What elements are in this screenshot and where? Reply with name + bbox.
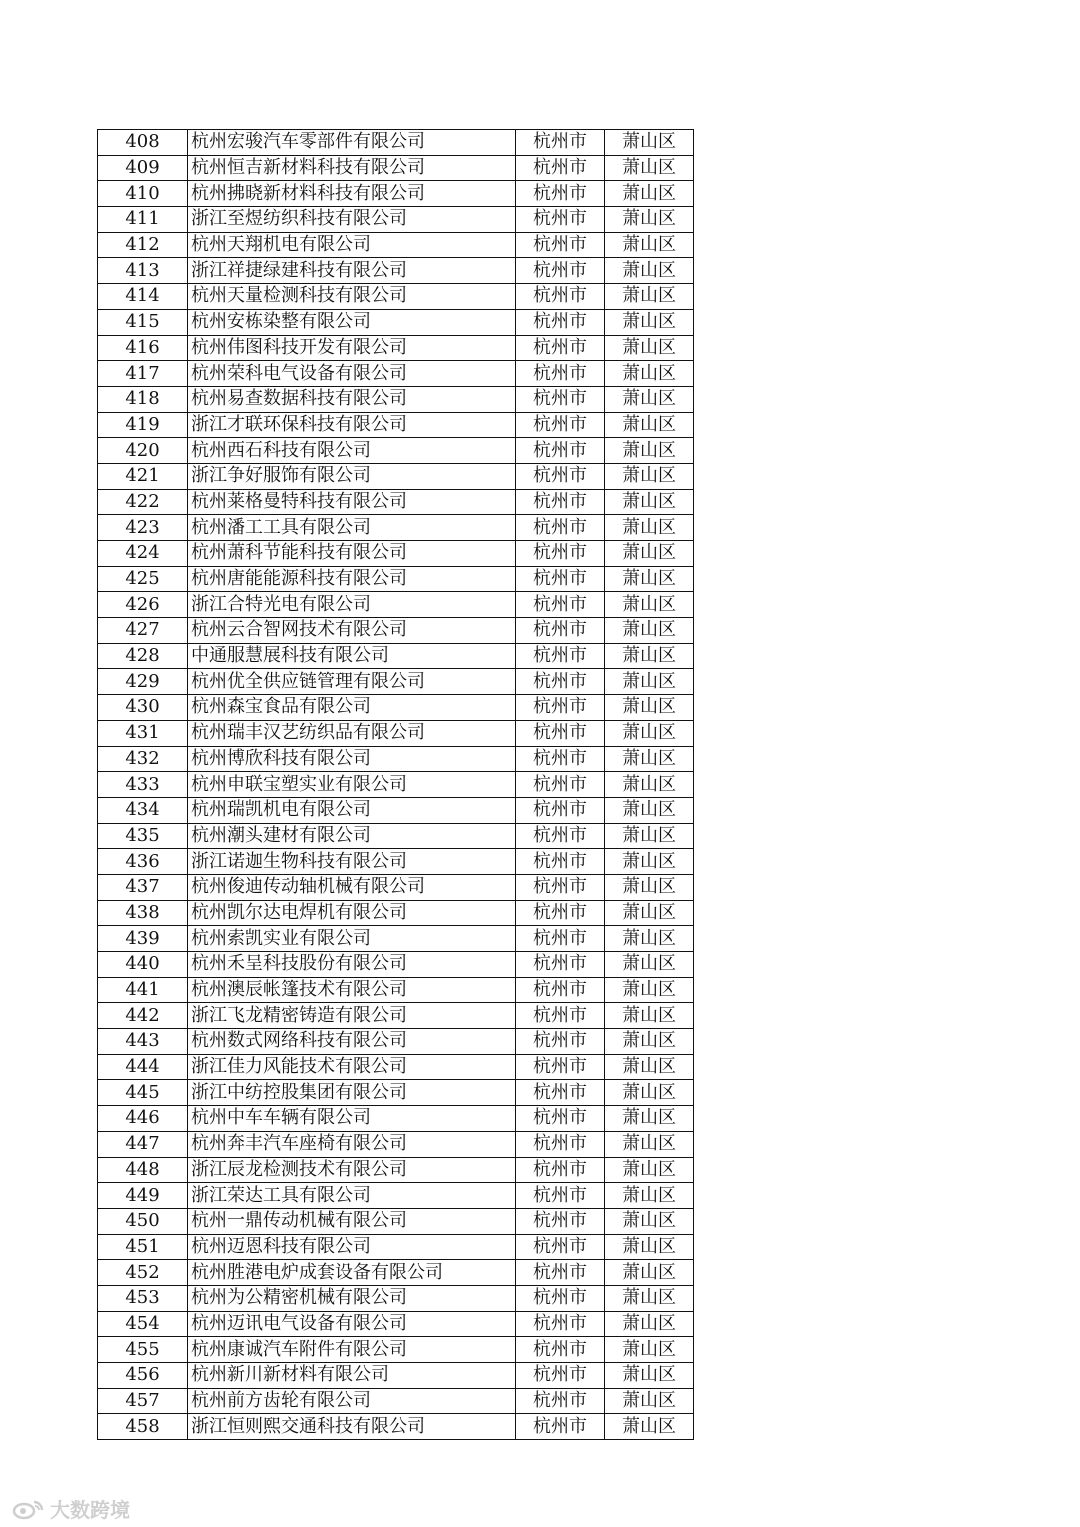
district-cell: 萧山区 — [605, 823, 694, 849]
table-row — [98, 566, 694, 592]
company-name-cell: 浙江至煜纺织科技有限公司 — [188, 207, 516, 233]
company-name-cell: 浙江佳力风能技术有限公司 — [188, 1054, 516, 1080]
district-cell: 萧山区 — [605, 618, 694, 644]
company-name-cell: 杭州迈恩科技有限公司 — [188, 1234, 516, 1260]
district-cell: 萧山区 — [605, 1363, 694, 1389]
row-number-cell: 415 — [98, 309, 188, 335]
company-name-cell: 杭州博欣科技有限公司 — [188, 746, 516, 772]
table-row — [98, 1363, 694, 1389]
district-cell: 萧山区 — [605, 335, 694, 361]
district-cell: 萧山区 — [605, 1131, 694, 1157]
table-row — [98, 1080, 694, 1106]
row-number-cell: 422 — [98, 489, 188, 515]
row-number-cell: 425 — [98, 566, 188, 592]
company-name-cell: 杭州唐能能源科技有限公司 — [188, 566, 516, 592]
row-number-cell: 416 — [98, 335, 188, 361]
company-name-cell: 杭州数式网络科技有限公司 — [188, 1029, 516, 1055]
city-cell: 杭州市 — [516, 1414, 605, 1440]
district-cell: 萧山区 — [605, 1080, 694, 1106]
table-row — [98, 463, 694, 489]
company-name-cell: 杭州前方齿轮有限公司 — [188, 1388, 516, 1414]
company-name-cell: 杭州云合智网技术有限公司 — [188, 618, 516, 644]
city-cell: 杭州市 — [516, 746, 605, 772]
city-cell: 杭州市 — [516, 1337, 605, 1363]
city-cell: 杭州市 — [516, 335, 605, 361]
district-cell: 萧山区 — [605, 438, 694, 464]
row-number-cell: 417 — [98, 361, 188, 387]
city-cell: 杭州市 — [516, 926, 605, 952]
district-cell: 萧山区 — [605, 386, 694, 412]
district-cell: 萧山区 — [605, 1029, 694, 1055]
watermark-text: 大数跨境 — [50, 1498, 130, 1522]
city-cell: 杭州市 — [516, 592, 605, 618]
city-cell: 杭州市 — [516, 1260, 605, 1286]
city-cell: 杭州市 — [516, 541, 605, 567]
company-name-cell: 杭州伟图科技开发有限公司 — [188, 335, 516, 361]
company-name-cell: 杭州中车车辆有限公司 — [188, 1106, 516, 1132]
company-name-cell: 杭州潮头建材有限公司 — [188, 823, 516, 849]
row-number-cell: 456 — [98, 1363, 188, 1389]
row-number-cell: 420 — [98, 438, 188, 464]
district-cell: 萧山区 — [605, 463, 694, 489]
company-name-cell: 杭州瑞凯机电有限公司 — [188, 797, 516, 823]
company-name-cell: 杭州迈讯电气设备有限公司 — [188, 1311, 516, 1337]
district-cell: 萧山区 — [605, 695, 694, 721]
district-cell: 萧山区 — [605, 541, 694, 567]
table-row — [98, 1285, 694, 1311]
company-name-cell: 杭州俊迪传动轴机械有限公司 — [188, 874, 516, 900]
district-cell: 萧山区 — [605, 566, 694, 592]
district-cell: 萧山区 — [605, 977, 694, 1003]
row-number-cell: 447 — [98, 1131, 188, 1157]
district-cell: 萧山区 — [605, 412, 694, 438]
table-row — [98, 1388, 694, 1414]
city-cell: 杭州市 — [516, 1029, 605, 1055]
row-number-cell: 431 — [98, 720, 188, 746]
district-cell: 萧山区 — [605, 746, 694, 772]
row-number-cell: 419 — [98, 412, 188, 438]
city-cell: 杭州市 — [516, 412, 605, 438]
table-row — [98, 1003, 694, 1029]
district-cell: 萧山区 — [605, 1106, 694, 1132]
table-row — [98, 977, 694, 1003]
company-name-cell: 杭州莱格曼特科技有限公司 — [188, 489, 516, 515]
row-number-cell: 439 — [98, 926, 188, 952]
table-row — [98, 926, 694, 952]
table-row — [98, 309, 694, 335]
table-row — [98, 952, 694, 978]
row-number-cell: 443 — [98, 1029, 188, 1055]
table-row — [98, 592, 694, 618]
row-number-cell: 453 — [98, 1285, 188, 1311]
city-cell: 杭州市 — [516, 952, 605, 978]
row-number-cell: 451 — [98, 1234, 188, 1260]
row-number-cell: 413 — [98, 258, 188, 284]
table-row — [98, 1029, 694, 1055]
district-cell: 萧山区 — [605, 1183, 694, 1209]
district-cell: 萧山区 — [605, 1388, 694, 1414]
city-cell: 杭州市 — [516, 1003, 605, 1029]
company-table — [97, 129, 694, 1440]
table-row — [98, 1234, 694, 1260]
row-number-cell: 457 — [98, 1388, 188, 1414]
city-cell: 杭州市 — [516, 772, 605, 798]
table-row — [98, 720, 694, 746]
company-name-cell: 浙江飞龙精密铸造有限公司 — [188, 1003, 516, 1029]
company-name-cell: 浙江祥捷绿建科技有限公司 — [188, 258, 516, 284]
district-cell: 萧山区 — [605, 1157, 694, 1183]
city-cell: 杭州市 — [516, 1080, 605, 1106]
table-row — [98, 746, 694, 772]
company-name-cell: 杭州凯尔达电焊机有限公司 — [188, 900, 516, 926]
company-name-cell: 杭州澳辰帐篷技术有限公司 — [188, 977, 516, 1003]
district-cell: 萧山区 — [605, 669, 694, 695]
company-name-cell: 杭州奔丰汽车座椅有限公司 — [188, 1131, 516, 1157]
company-name-cell: 浙江诺迦生物科技有限公司 — [188, 849, 516, 875]
table-row — [98, 618, 694, 644]
company-name-cell: 杭州荣科电气设备有限公司 — [188, 361, 516, 387]
city-cell: 杭州市 — [516, 1157, 605, 1183]
city-cell: 杭州市 — [516, 1234, 605, 1260]
row-number-cell: 454 — [98, 1311, 188, 1337]
table-row — [98, 515, 694, 541]
city-cell: 杭州市 — [516, 386, 605, 412]
city-cell: 杭州市 — [516, 618, 605, 644]
table-row — [98, 1311, 694, 1337]
row-number-cell: 430 — [98, 695, 188, 721]
district-cell: 萧山区 — [605, 1337, 694, 1363]
district-cell: 萧山区 — [605, 849, 694, 875]
district-cell: 萧山区 — [605, 309, 694, 335]
table-row — [98, 412, 694, 438]
table-row — [98, 1183, 694, 1209]
district-cell: 萧山区 — [605, 207, 694, 233]
city-cell: 杭州市 — [516, 309, 605, 335]
table-row — [98, 849, 694, 875]
table-row — [98, 361, 694, 387]
table-body — [98, 130, 694, 1440]
company-name-cell: 杭州恒吉新材料科技有限公司 — [188, 155, 516, 181]
city-cell: 杭州市 — [516, 874, 605, 900]
district-cell: 萧山区 — [605, 952, 694, 978]
company-name-cell: 浙江中纺控股集团有限公司 — [188, 1080, 516, 1106]
district-cell: 萧山区 — [605, 1260, 694, 1286]
district-cell: 萧山区 — [605, 797, 694, 823]
city-cell: 杭州市 — [516, 669, 605, 695]
row-number-cell: 414 — [98, 284, 188, 310]
district-cell: 萧山区 — [605, 1003, 694, 1029]
district-cell: 萧山区 — [605, 1054, 694, 1080]
row-number-cell: 437 — [98, 874, 188, 900]
table-row — [98, 1054, 694, 1080]
company-name-cell: 杭州索凯实业有限公司 — [188, 926, 516, 952]
district-cell: 萧山区 — [605, 720, 694, 746]
table-row — [98, 181, 694, 207]
city-cell: 杭州市 — [516, 643, 605, 669]
table-row — [98, 1131, 694, 1157]
city-cell: 杭州市 — [516, 1363, 605, 1389]
city-cell: 杭州市 — [516, 566, 605, 592]
row-number-cell: 442 — [98, 1003, 188, 1029]
city-cell: 杭州市 — [516, 1054, 605, 1080]
district-cell: 萧山区 — [605, 1285, 694, 1311]
row-number-cell: 450 — [98, 1208, 188, 1234]
row-number-cell: 432 — [98, 746, 188, 772]
row-number-cell: 436 — [98, 849, 188, 875]
city-cell: 杭州市 — [516, 1131, 605, 1157]
row-number-cell: 418 — [98, 386, 188, 412]
row-number-cell: 426 — [98, 592, 188, 618]
table-row — [98, 438, 694, 464]
district-cell: 萧山区 — [605, 1311, 694, 1337]
table-row — [98, 900, 694, 926]
city-cell: 杭州市 — [516, 1106, 605, 1132]
row-number-cell: 423 — [98, 515, 188, 541]
row-number-cell: 428 — [98, 643, 188, 669]
company-name-cell: 杭州潘工工具有限公司 — [188, 515, 516, 541]
table-row — [98, 874, 694, 900]
city-cell: 杭州市 — [516, 695, 605, 721]
district-cell: 萧山区 — [605, 232, 694, 258]
row-number-cell: 438 — [98, 900, 188, 926]
table-row — [98, 258, 694, 284]
district-cell: 萧山区 — [605, 1234, 694, 1260]
table-row — [98, 1414, 694, 1440]
watermark — [12, 1494, 130, 1523]
city-cell: 杭州市 — [516, 361, 605, 387]
city-cell: 杭州市 — [516, 515, 605, 541]
company-name-cell: 杭州申联宝塑实业有限公司 — [188, 772, 516, 798]
city-cell: 杭州市 — [516, 977, 605, 1003]
district-cell: 萧山区 — [605, 155, 694, 181]
company-name-cell: 杭州天翔机电有限公司 — [188, 232, 516, 258]
company-name-cell: 杭州拂晓新材料科技有限公司 — [188, 181, 516, 207]
table-row — [98, 669, 694, 695]
city-cell: 杭州市 — [516, 1208, 605, 1234]
company-name-cell: 杭州优全供应链管理有限公司 — [188, 669, 516, 695]
company-name-cell: 杭州天量检测科技有限公司 — [188, 284, 516, 310]
company-name-cell: 浙江辰龙检测技术有限公司 — [188, 1157, 516, 1183]
city-cell: 杭州市 — [516, 130, 605, 156]
row-number-cell: 434 — [98, 797, 188, 823]
table-row — [98, 489, 694, 515]
row-number-cell: 411 — [98, 207, 188, 233]
city-cell: 杭州市 — [516, 797, 605, 823]
city-cell: 杭州市 — [516, 1388, 605, 1414]
row-number-cell: 445 — [98, 1080, 188, 1106]
company-name-cell: 杭州瑞丰汉艺纺织品有限公司 — [188, 720, 516, 746]
company-name-cell: 中通服慧展科技有限公司 — [188, 643, 516, 669]
company-name-cell: 杭州森宝食品有限公司 — [188, 695, 516, 721]
city-cell: 杭州市 — [516, 900, 605, 926]
table-row — [98, 1157, 694, 1183]
table-row — [98, 695, 694, 721]
city-cell: 杭州市 — [516, 207, 605, 233]
row-number-cell: 424 — [98, 541, 188, 567]
company-name-cell: 浙江才联环保科技有限公司 — [188, 412, 516, 438]
district-cell: 萧山区 — [605, 772, 694, 798]
row-number-cell: 458 — [98, 1414, 188, 1440]
table-row — [98, 130, 694, 156]
district-cell: 萧山区 — [605, 130, 694, 156]
table-row — [98, 335, 694, 361]
district-cell: 萧山区 — [605, 592, 694, 618]
row-number-cell: 427 — [98, 618, 188, 644]
table-row — [98, 284, 694, 310]
table-row — [98, 1208, 694, 1234]
city-cell: 杭州市 — [516, 849, 605, 875]
company-name-cell: 浙江荣达工具有限公司 — [188, 1183, 516, 1209]
city-cell: 杭州市 — [516, 284, 605, 310]
district-cell: 萧山区 — [605, 900, 694, 926]
table-row — [98, 643, 694, 669]
district-cell: 萧山区 — [605, 926, 694, 952]
table-row — [98, 541, 694, 567]
row-number-cell: 412 — [98, 232, 188, 258]
city-cell: 杭州市 — [516, 1311, 605, 1337]
row-number-cell: 429 — [98, 669, 188, 695]
district-cell: 萧山区 — [605, 361, 694, 387]
city-cell: 杭州市 — [516, 720, 605, 746]
table-row — [98, 1260, 694, 1286]
district-cell: 萧山区 — [605, 1208, 694, 1234]
city-cell: 杭州市 — [516, 823, 605, 849]
weibo-logo-icon — [12, 1498, 46, 1520]
company-name-cell: 杭州新川新材料有限公司 — [188, 1363, 516, 1389]
district-cell: 萧山区 — [605, 489, 694, 515]
table-row — [98, 797, 694, 823]
district-cell: 萧山区 — [605, 874, 694, 900]
city-cell: 杭州市 — [516, 258, 605, 284]
row-number-cell: 409 — [98, 155, 188, 181]
table-row — [98, 1337, 694, 1363]
table-row — [98, 386, 694, 412]
company-name-cell: 杭州禾呈科技股份有限公司 — [188, 952, 516, 978]
company-name-cell: 浙江争好服饰有限公司 — [188, 463, 516, 489]
district-cell: 萧山区 — [605, 515, 694, 541]
row-number-cell: 433 — [98, 772, 188, 798]
table-row — [98, 232, 694, 258]
company-name-cell: 杭州康诚汽车附件有限公司 — [188, 1337, 516, 1363]
city-cell: 杭州市 — [516, 463, 605, 489]
row-number-cell: 410 — [98, 181, 188, 207]
company-name-cell: 杭州胜港电炉成套设备有限公司 — [188, 1260, 516, 1286]
table-row — [98, 772, 694, 798]
company-name-cell: 杭州西石科技有限公司 — [188, 438, 516, 464]
city-cell: 杭州市 — [516, 438, 605, 464]
row-number-cell: 440 — [98, 952, 188, 978]
district-cell: 萧山区 — [605, 258, 694, 284]
city-cell: 杭州市 — [516, 181, 605, 207]
company-name-cell: 浙江恒则熙交通科技有限公司 — [188, 1414, 516, 1440]
city-cell: 杭州市 — [516, 232, 605, 258]
district-cell: 萧山区 — [605, 284, 694, 310]
row-number-cell: 444 — [98, 1054, 188, 1080]
row-number-cell: 435 — [98, 823, 188, 849]
district-cell: 萧山区 — [605, 1414, 694, 1440]
company-name-cell: 杭州安栋染整有限公司 — [188, 309, 516, 335]
city-cell: 杭州市 — [516, 155, 605, 181]
city-cell: 杭州市 — [516, 1183, 605, 1209]
row-number-cell: 452 — [98, 1260, 188, 1286]
city-cell: 杭州市 — [516, 489, 605, 515]
table-row — [98, 1106, 694, 1132]
district-cell: 萧山区 — [605, 181, 694, 207]
company-name-cell: 杭州易查数据科技有限公司 — [188, 386, 516, 412]
company-name-cell: 杭州萧科节能科技有限公司 — [188, 541, 516, 567]
table-row — [98, 823, 694, 849]
row-number-cell: 448 — [98, 1157, 188, 1183]
row-number-cell: 449 — [98, 1183, 188, 1209]
table-row — [98, 155, 694, 181]
table-row — [98, 207, 694, 233]
row-number-cell: 408 — [98, 130, 188, 156]
district-cell: 萧山区 — [605, 643, 694, 669]
row-number-cell: 455 — [98, 1337, 188, 1363]
company-name-cell: 杭州宏骏汽车零部件有限公司 — [188, 130, 516, 156]
company-name-cell: 杭州一鼎传动机械有限公司 — [188, 1208, 516, 1234]
company-name-cell: 杭州为公精密机械有限公司 — [188, 1285, 516, 1311]
city-cell: 杭州市 — [516, 1285, 605, 1311]
row-number-cell: 446 — [98, 1106, 188, 1132]
row-number-cell: 441 — [98, 977, 188, 1003]
row-number-cell: 421 — [98, 463, 188, 489]
company-name-cell: 浙江合特光电有限公司 — [188, 592, 516, 618]
